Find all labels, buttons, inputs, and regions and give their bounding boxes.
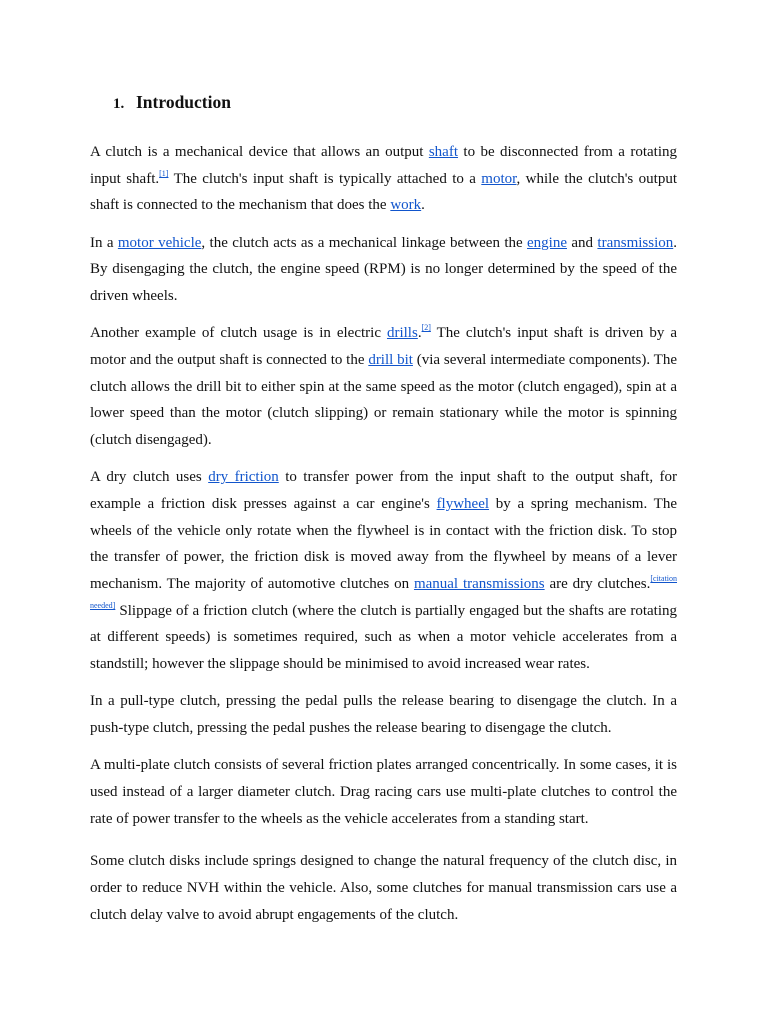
paragraph-definition bbox=[90, 139, 677, 219]
section-title: Introduction bbox=[136, 92, 231, 112]
paragraph-dry-clutch bbox=[90, 464, 677, 678]
text-run: by a spring mechanism. The wheels of the vehicle only rotate when the flywheel is in contact with the friction disk. To stop the transfer of power, the friction disk is moved away from the flywheel by means of a lever mechanism. The majority of automotive clutches on bbox=[90, 495, 677, 593]
link-drill-bit[interactable]: drill bit bbox=[368, 351, 413, 368]
text-run: to transfer power from the input shaft to the output shaft, for example a friction disk presses against a car engine's bbox=[90, 469, 677, 512]
text-run: . By disengaging the clutch, the engine speed (RPM) is no longer determined by the speed of the driven wheels. bbox=[90, 234, 677, 305]
text-run: Slippage of a friction clutch (where the clutch is partially engaged but the shafts are rotating at different speeds) is sometimes required, such as when a motor vehicle accelerates from a standstill; however the slippage should be minimised to avoid increased wear rates. bbox=[90, 602, 677, 673]
link-manual-transmissions[interactable]: manual transmissions bbox=[413, 576, 545, 593]
reference-link-citation-needed[interactable]: [citation needed] bbox=[90, 574, 678, 610]
text-run: , while the clutch's output shaft is connected to the mechanism that does the bbox=[90, 170, 677, 214]
text-run: are dry clutches. bbox=[544, 576, 651, 593]
text-run: A clutch is a mechanical device that allows an output bbox=[90, 144, 429, 160]
text-run: A dry clutch uses bbox=[90, 469, 209, 486]
text-run: Some clutch disks include springs designed to change the natural frequency of the clutch disc, in order to reduce NVH within the vehicle. Also, some clutches for manual transmission cars use a clutch delay valve to avoid abrupt engagements of the clutch. bbox=[90, 853, 677, 923]
text-run: and bbox=[567, 234, 598, 251]
reference-2[interactable] bbox=[422, 323, 431, 332]
section-heading bbox=[113, 92, 231, 113]
text-run: A multi-plate clutch consists of several friction plates arranged concentrically. In some cases, it is used instead of a larger diameter clutch. Drag racing cars use multi-plate clutches to control the rate of power transfer to the wheels as the vehicle accelerates from a standing start. bbox=[90, 757, 677, 827]
link-drills[interactable]: drills bbox=[386, 325, 418, 342]
text-run: In a bbox=[90, 234, 118, 251]
paragraph-clutch-springs bbox=[90, 848, 677, 928]
section-number: 1. bbox=[113, 96, 125, 112]
text-run: , the clutch acts as a mechanical linkage between the bbox=[201, 234, 528, 251]
paragraph-motor-vehicle bbox=[90, 230, 677, 310]
paragraph-electric-drills bbox=[90, 320, 677, 454]
text-run: Another example of clutch usage is in electric bbox=[90, 325, 387, 342]
link-motor-vehicle[interactable]: motor vehicle bbox=[117, 234, 202, 251]
reference-link-2[interactable]: [2] bbox=[421, 323, 431, 333]
text-run: The clutch's input shaft is typically attached to a bbox=[168, 170, 482, 187]
text-run: . bbox=[421, 197, 425, 214]
reference-link-1[interactable]: [1] bbox=[159, 168, 169, 178]
link-motor[interactable]: motor bbox=[481, 170, 517, 187]
text-run: (via several intermediate components). The clutch allows the drill bit to either spin at the same speed as the motor (clutch engaged), spin at a lower speed than the motor (clutch slipping) or remain stationary while the motor is spinning (clutch disengaged). bbox=[90, 351, 677, 449]
link-dry-friction[interactable]: dry friction bbox=[208, 469, 279, 486]
link-flywheel[interactable]: flywheel bbox=[436, 495, 490, 512]
body-text bbox=[90, 139, 677, 939]
text-run: In a pull-type clutch, pressing the pedal pulls the release bearing to disengage the clutch. In a push-type clutch, pressing the pedal pushes the release bearing to disengage the clutch. bbox=[90, 693, 677, 737]
text-run: The clutch's input shaft is driven by a motor and the output shaft is connected to the bbox=[90, 325, 678, 368]
link-engine[interactable]: engine bbox=[527, 234, 567, 251]
link-shaft[interactable]: shaft bbox=[428, 144, 459, 160]
paragraph-pull-push-type bbox=[90, 688, 677, 741]
text-run: . bbox=[417, 325, 422, 342]
link-transmission[interactable]: transmission bbox=[597, 234, 674, 251]
text-run: to be disconnected from a rotating input shaft. bbox=[90, 144, 677, 187]
link-work[interactable]: work bbox=[390, 197, 422, 214]
paragraph-multi-plate bbox=[90, 752, 677, 832]
